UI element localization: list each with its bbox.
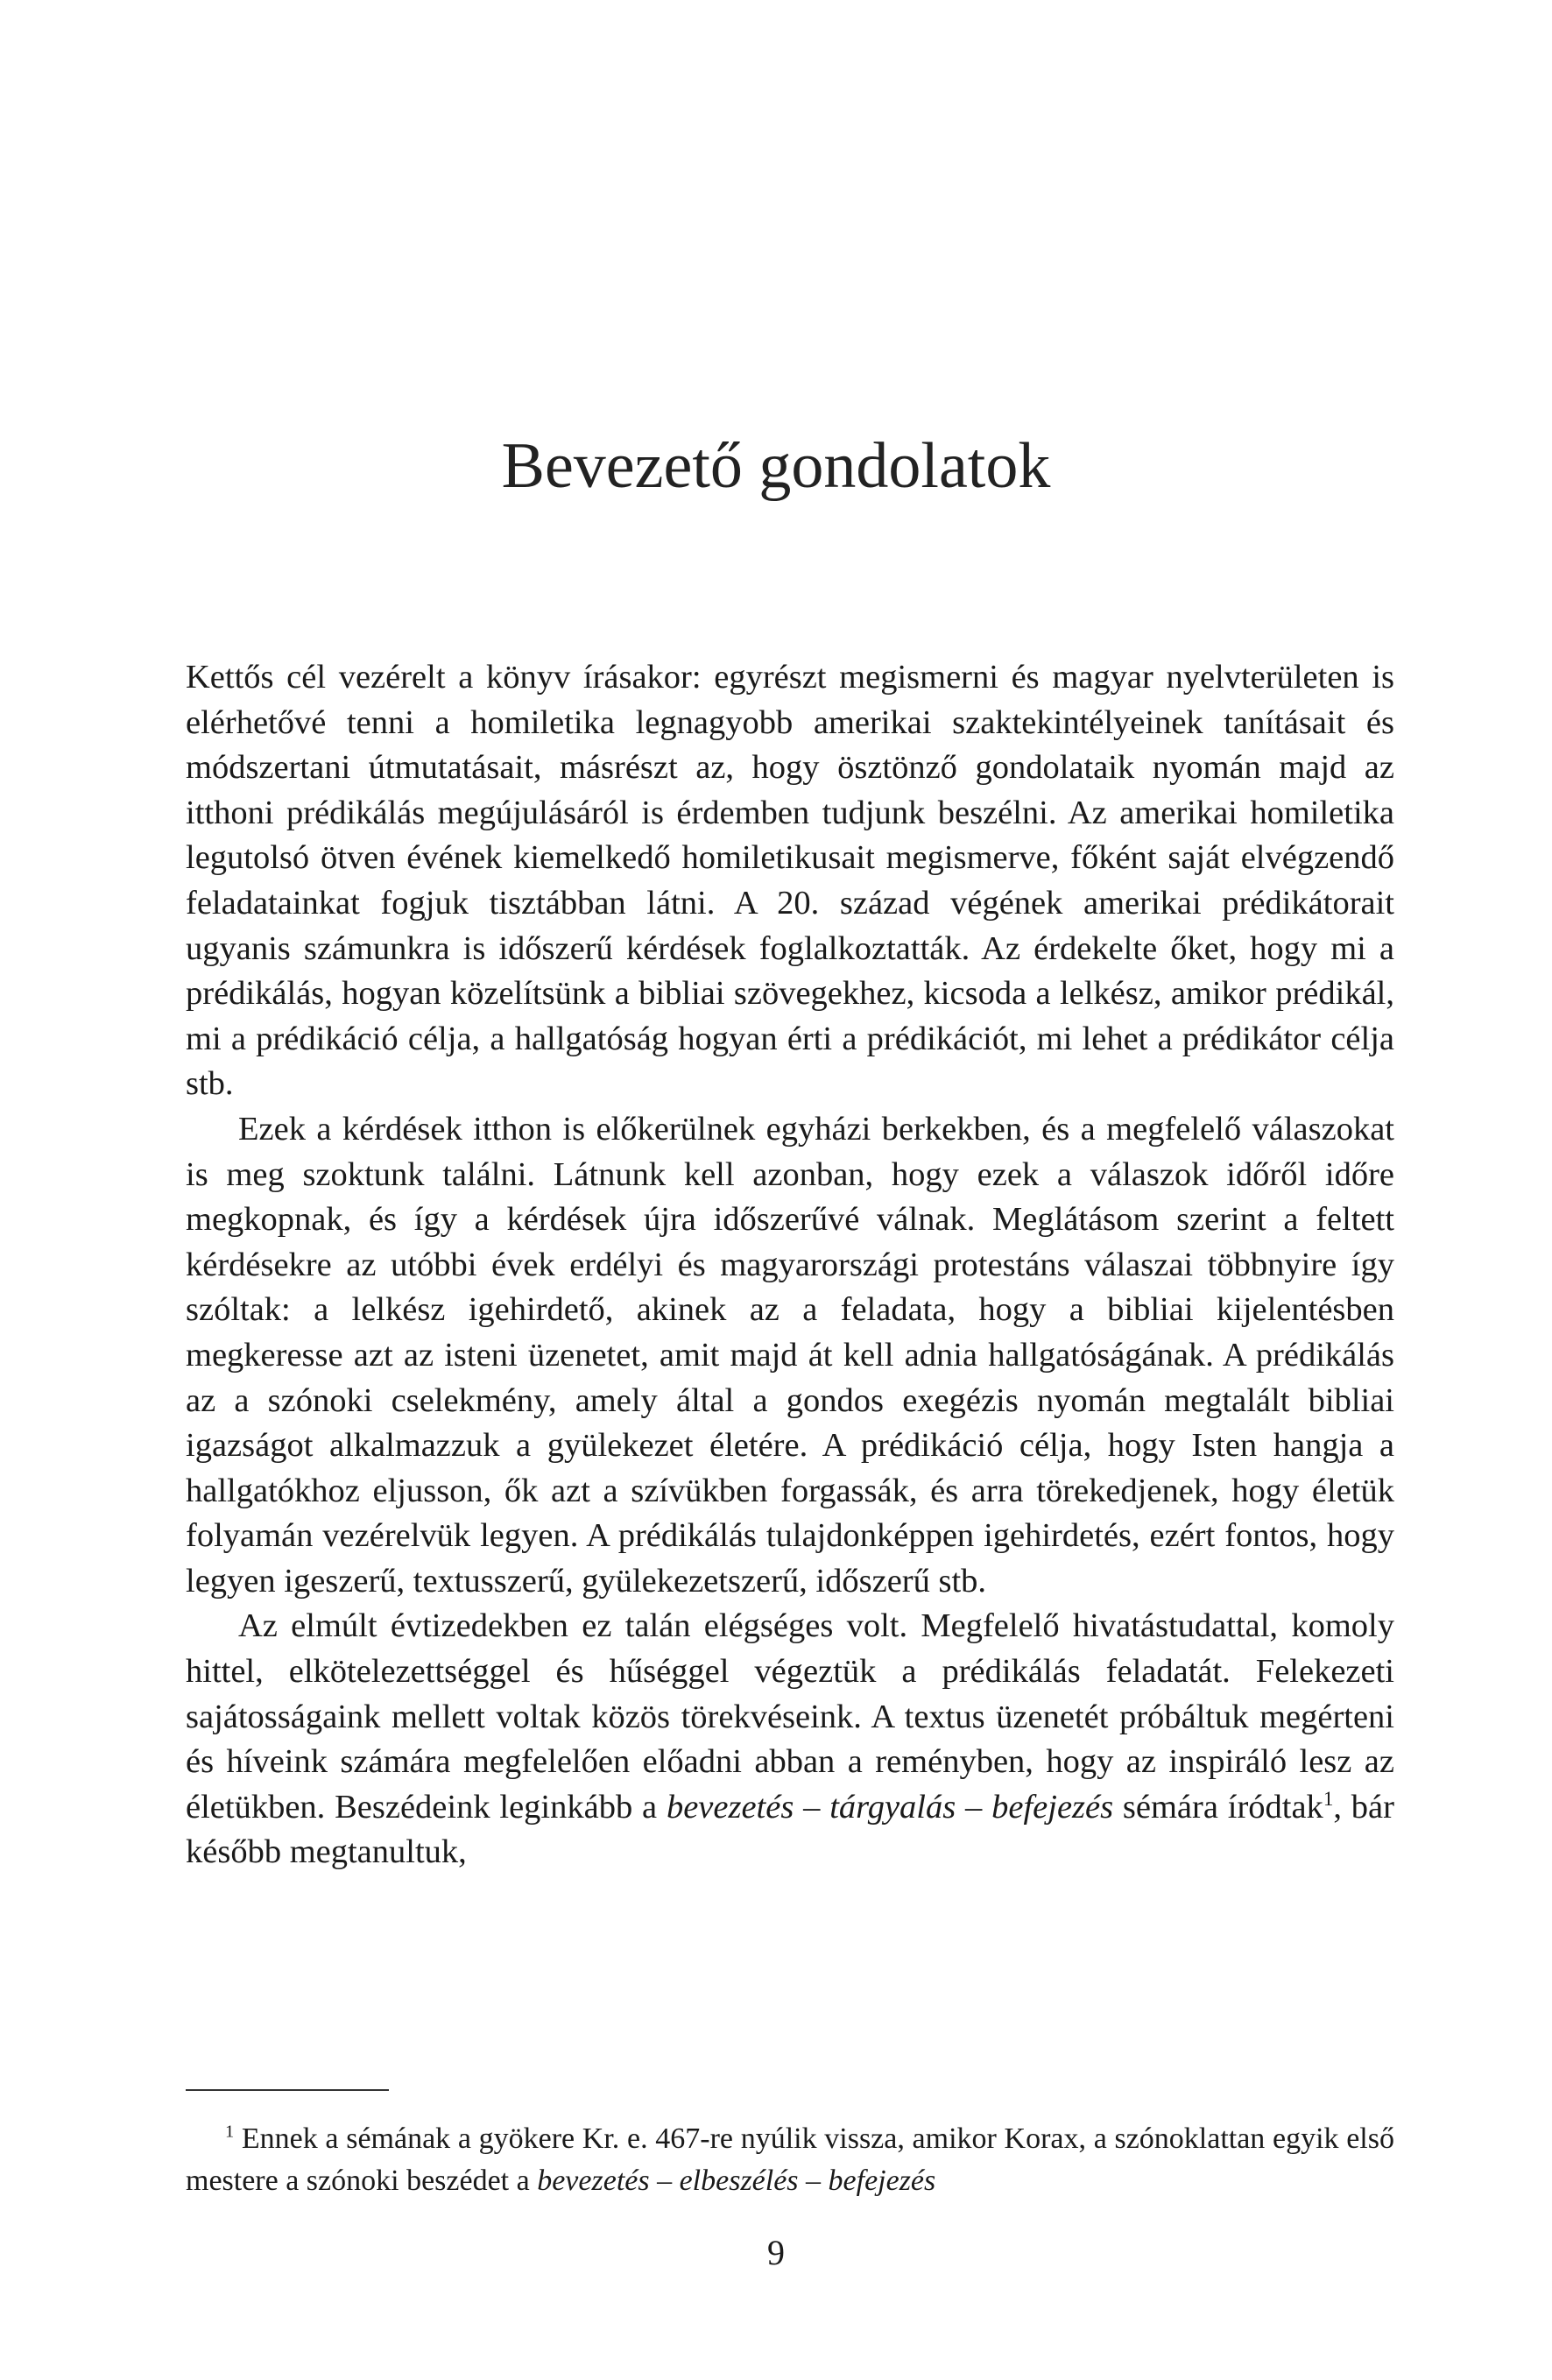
footnote-run-1: Ennek a sémának a gyökere Kr. e. 467-re nyúlik vissza, amikor Korax, a szónoklattan egyik első mestere a szónoki beszédet a <box>186 2122 1394 2197</box>
page-number: 9 <box>767 2233 785 2272</box>
paragraph-1 <box>186 655 1394 1107</box>
paragraph-3 <box>186 1604 1394 1875</box>
footnote-separator <box>186 2089 389 2091</box>
chapter-title: Bevezető gondolatok <box>501 430 1051 502</box>
paragraph-3-run-3: sémára íródtak <box>1113 1788 1323 1826</box>
paragraph-3-run-1: Az elmúlt évtizedekben ez talán elégséges volt. Megfelelő hivatástudattal, komoly hittel, elkötelezettséggel és hűséggel végeztük a prédikálás feladatát. Felekezeti sajátosságaink mellett voltak közös törekvéseink. A textus üzenetét próbáltuk megérteni és híveink számára megfelelően előadni abban a reményben, hogy az inspiráló lesz az életükben. Beszédeink leginkább a <box>186 1607 1394 1826</box>
paragraph-2 <box>186 1107 1394 1605</box>
paragraph-3-run-5: , bár később megtanultuk, <box>186 1788 1394 1871</box>
footnote-reference[interactable]: 1 <box>1323 1787 1334 1811</box>
footnote <box>186 2118 1394 2202</box>
footnote-italic-run: bevezetés – elbeszélés – befejezés <box>537 2165 936 2197</box>
paragraph-2-run-1: Ezek a kérdések itthon is előkerülnek egyházi berkekben, és a megfelelő válaszokat is meg szoktunk találni. Látnunk kell azonban, hogy ezek a válaszok időről időre megkopnak, és így a kérdések újra időszerűvé válnak. Meglátásom szerint a feltett kérdésekre az utóbbi évek erdélyi és magyarországi protestáns válaszai többnyire így szóltak: a lelkész igehirdető, akinek az a feladata, hogy a bibliai kijelentésben megkeresse azt az isteni üzenetet, amit majd át kell adnia hallgatóságának. A prédikálás az a szónoki cselekmény, amely által a gondos exegézis nyomán megtalált bibliai igazságot alkalmazzuk a gyülekezet életére. A prédikáció célja, hogy Isten hangja a hallgatókhoz eljusson, ők azt a szívükben forgassák, és arra törekedjenek, hogy életük folyamán vezérelvük legyen. A prédikálás tulajdonképpen igehirdetés, ezért fontos, hogy legyen igeszerű, textusszerű, gyülekezetszerű, időszerű stb. <box>186 1110 1394 1600</box>
footnote-marker: 1 <box>225 2122 235 2142</box>
body-text <box>186 655 1394 1875</box>
paragraph-1-run-1: Kettős cél vezérelt a könyv írásakor: egyrészt megismerni és magyar nyelvterületen is elérhetővé tenni a homiletika legnagyobb amerikai szaktekintélyeinek tanításait és módszertani útmutatásait, másrészt az, hogy ösztönző gondolataik nyomán majd az itthoni prédikálás megújulásáról is érdemben tudjunk beszélni. Az amerikai homiletika legutolsó ötven évének kiemelkedő homiletikusait megismerve, főként saját elvégzendő feladatainkat fogjuk tisztábban látni. A 20. század végének amerikai prédikátorait ugyanis számunkra is időszerű kérdések foglalkoztatták. Az érdekelte őket, hogy mi a prédikálás, hogyan közelítsünk a bibliai szövegekhez, kicsoda a lelkész, amikor prédikál, mi a prédikáció célja, a hallgatóság hogyan érti a prédikációt, mi lehet a prédikátor célja stb. <box>186 659 1394 1103</box>
paragraph-3-italic-run: bevezetés – tárgyalás – befejezés <box>666 1788 1114 1826</box>
